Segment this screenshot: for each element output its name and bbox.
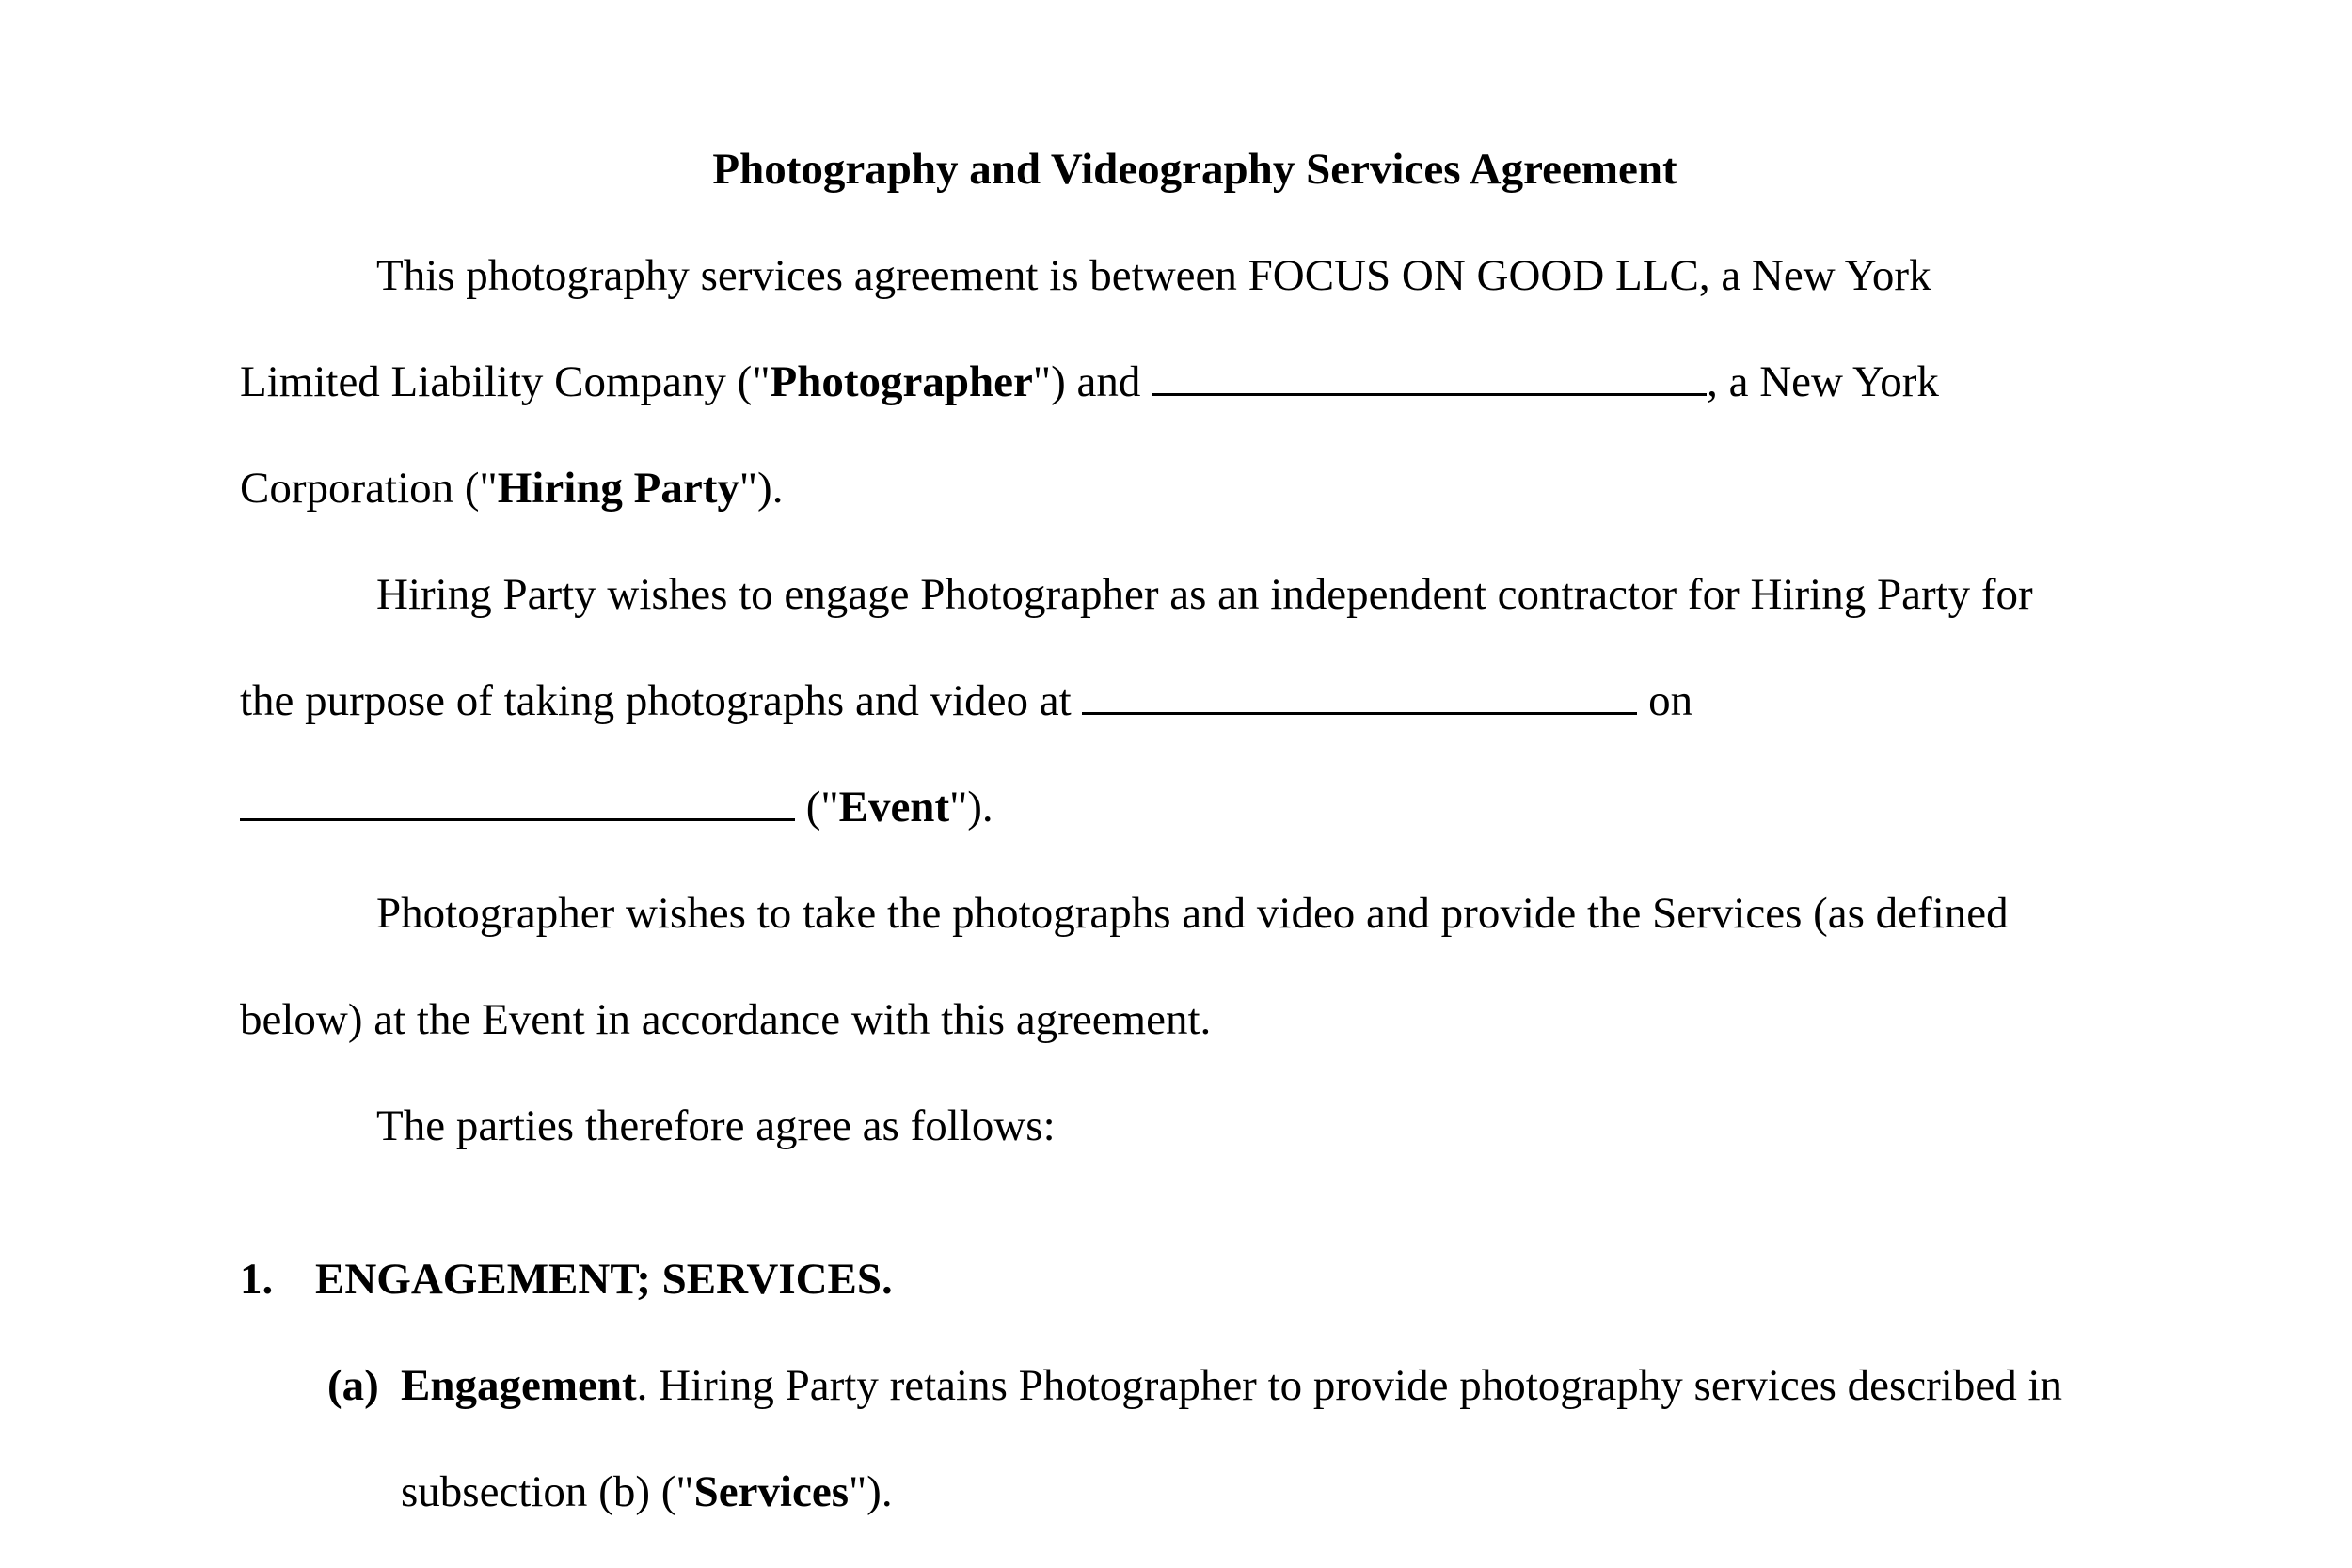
agree-line: The parties therefore agree as follows: (376, 1101, 1056, 1150)
term-services: Services (693, 1467, 849, 1516)
hiring-party-name-blank[interactable] (1152, 357, 1707, 396)
event-location-blank[interactable] (1082, 676, 1637, 715)
term-hiring-party: Hiring Party (497, 464, 739, 513)
intro-line-2: Limited Liability Company ("Photographer") and , a New York (240, 357, 1939, 406)
event-date-blank[interactable] (240, 783, 795, 821)
subsection-a-line-1: (a) Engagement. Hiring Party retains Photographer to provide photography services described in (0, 1357, 2352, 1414)
term-event: Event (838, 783, 950, 832)
section-number: 1. (240, 1255, 274, 1304)
intro-line-1: This photography services agreement is between FOCUS ON GOOD LLC, a New York (376, 251, 1931, 300)
term-photographer: Photographer (770, 357, 1033, 406)
services-para-line-1: Photographer wishes to take the photographs and video and provide the Services (as defined (376, 889, 2009, 938)
engage-line-1: Hiring Party wishes to engage Photographer as an independent contractor for Hiring Party for (376, 570, 2033, 619)
intro-line-3: Corporation ("Hiring Party"). (240, 464, 784, 513)
document-title: Photography and Videography Services Agreement (712, 145, 1677, 194)
engage-line-2: the purpose of taking photographs and video at on (240, 676, 1693, 725)
section-1-heading (0, 1251, 2352, 1307)
engage-line-3: ("Event"). (0, 779, 2352, 835)
section-heading: ENGAGEMENT; SERVICES. (315, 1255, 893, 1304)
subsection-a-line-2: subsection (b) ("Services"). (401, 1467, 893, 1516)
term-engagement: Engagement (401, 1361, 637, 1410)
services-para-line-2: below) at the Event in accordance with this agreement. (240, 995, 1212, 1044)
subsection-label: (a) (327, 1361, 379, 1410)
